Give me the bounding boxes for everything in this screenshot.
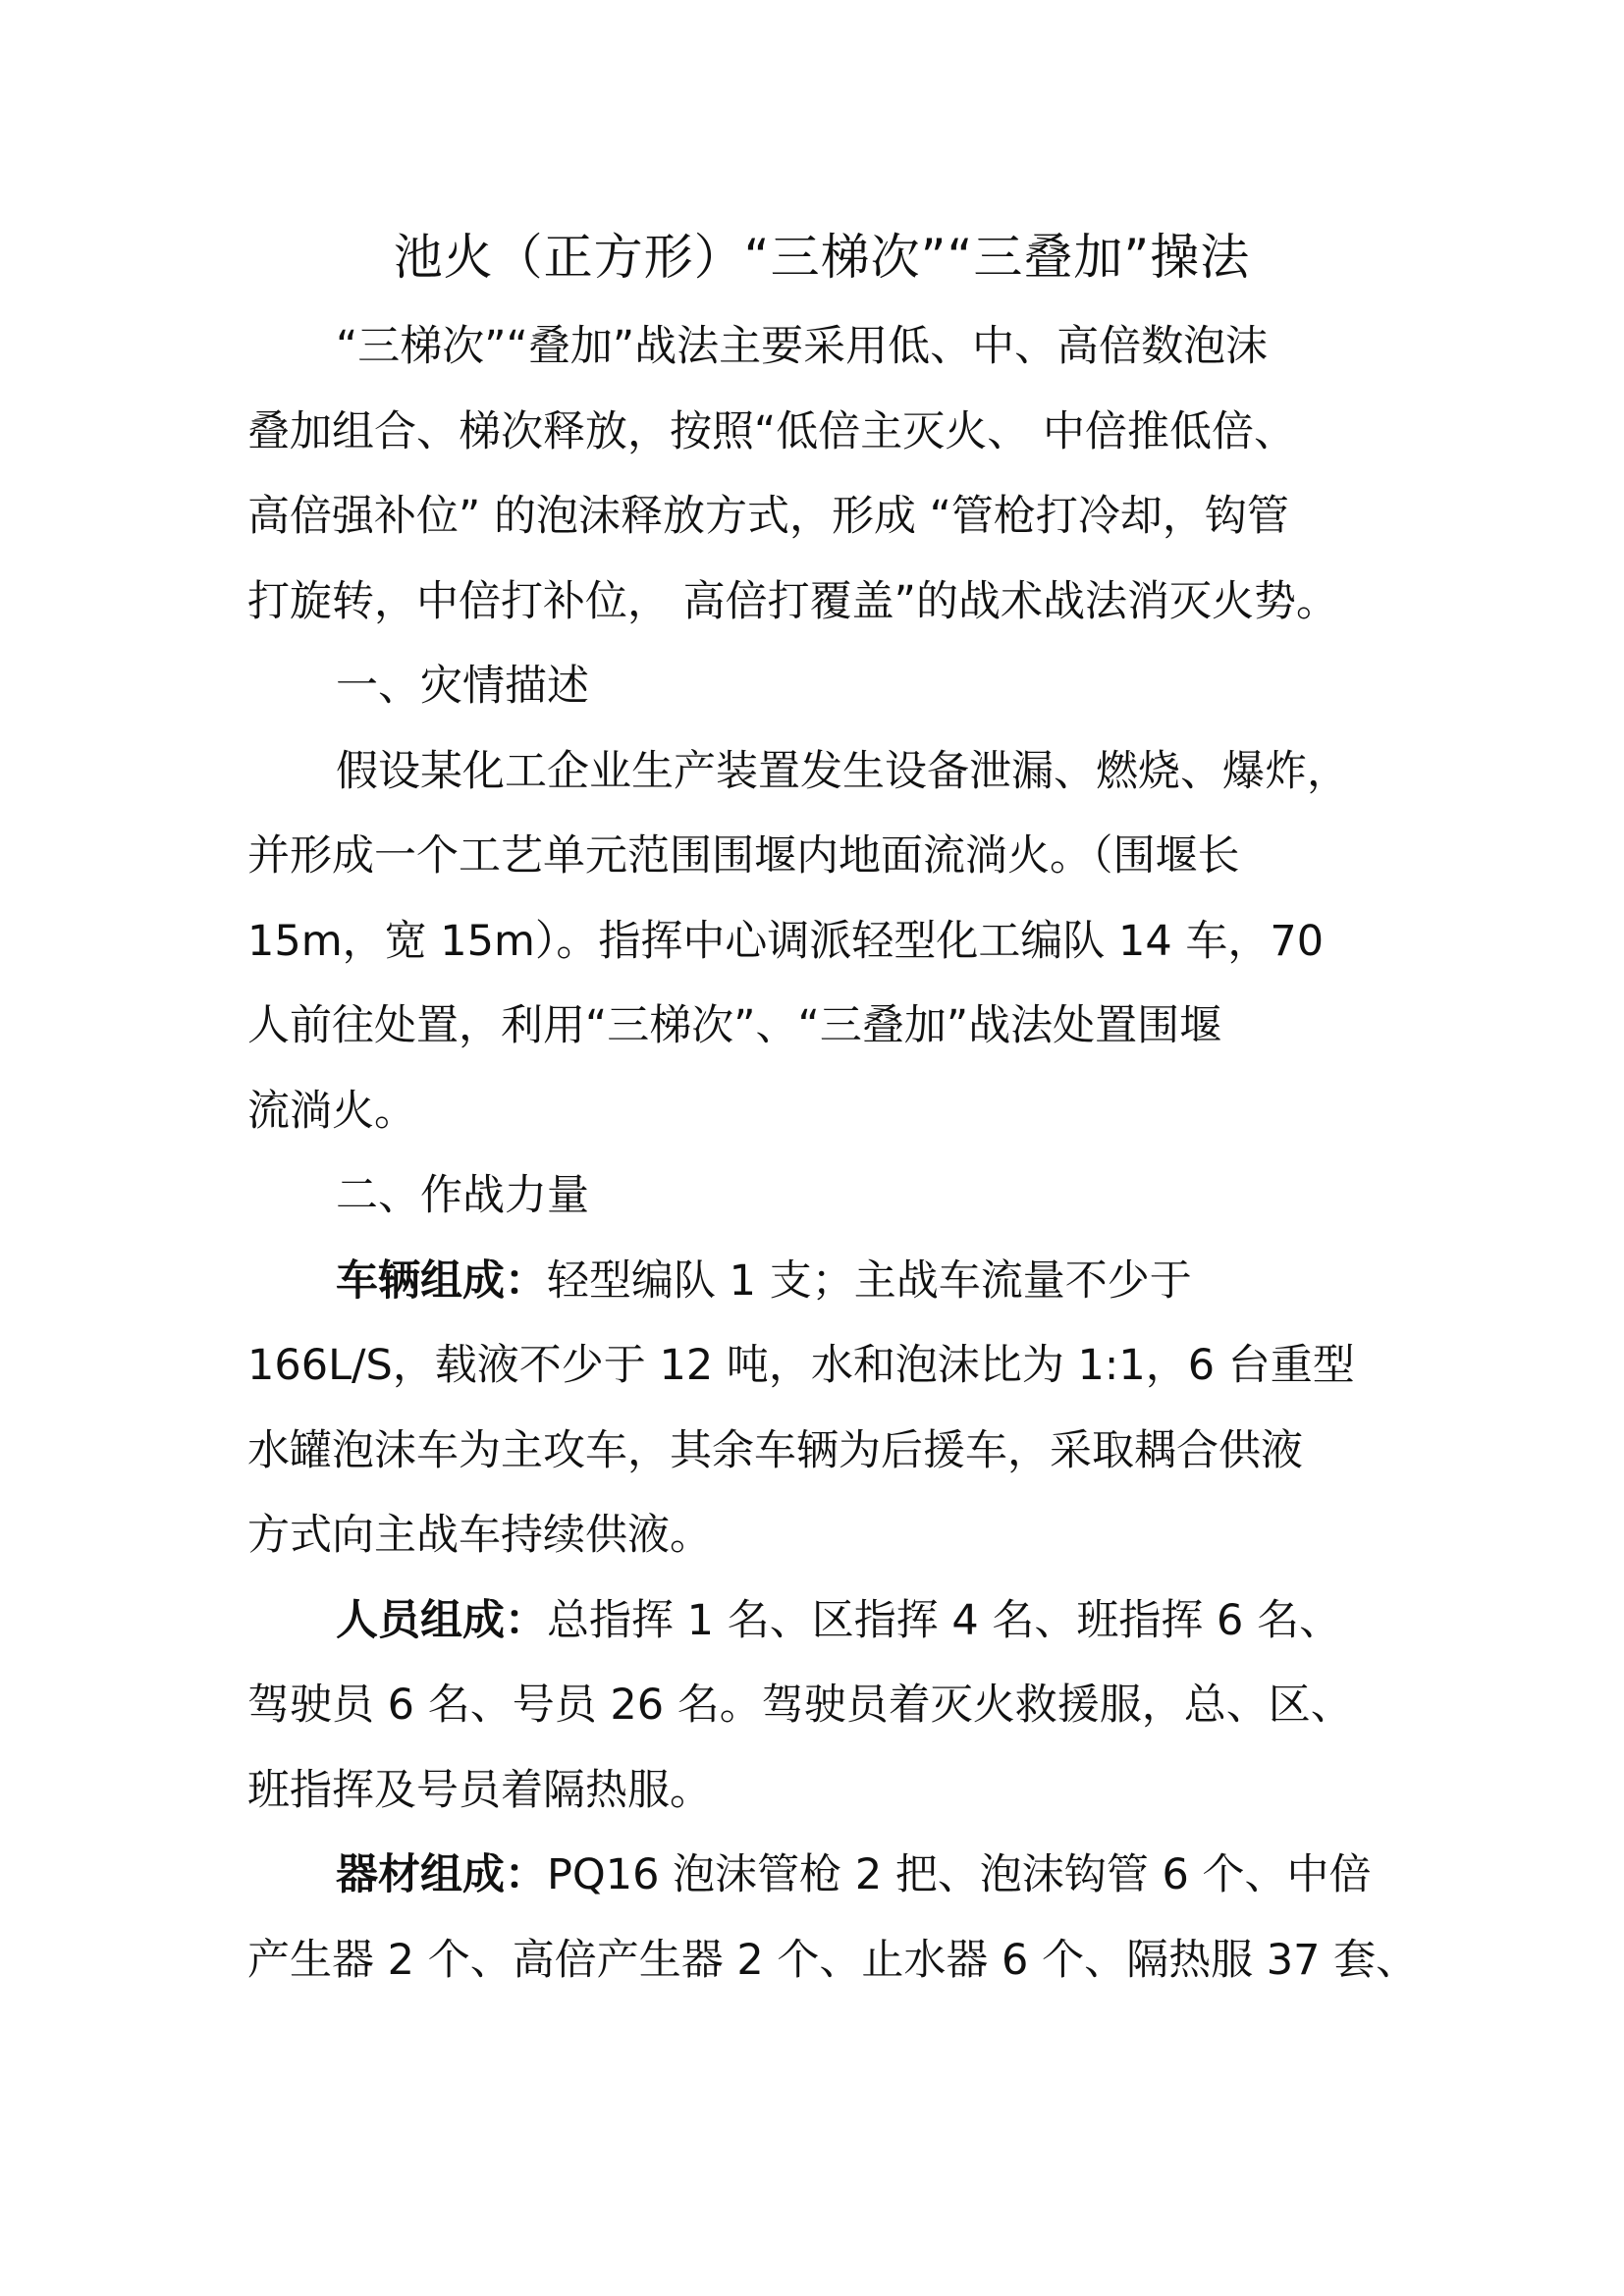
disaster-description-paragraph — [247, 729, 1406, 1154]
paragraph-line: 产生器 2 个、高倍产生器 2 个、止水器 6 个、隔热服 37 套、 — [247, 1935, 1419, 1985]
intro-line: 高倍强补位” 的泡沫释放方式，形成 “管枪打冷却，钩管 — [247, 492, 1289, 541]
document-title — [0, 218, 1624, 296]
paragraph-line — [247, 1239, 1406, 1324]
vehicles-first-text: 轻型编队 1 支；主战车流量不少于 — [547, 1255, 1192, 1306]
paragraph-line — [247, 1833, 1406, 1918]
personnel-paragraph — [247, 1578, 1406, 1834]
section-heading-forces — [247, 1153, 1406, 1239]
section-heading-text: 二、作战力量 — [336, 1171, 589, 1220]
paragraph-line: 166L/S，载液不少于 12 吨，水和泡沫比为 1:1，6 台重型 — [247, 1341, 1355, 1390]
document-body — [247, 304, 1419, 2002]
paragraph-line: 方式向主战车持续供液。 — [247, 1511, 712, 1560]
equipment-label: 器材组成： — [336, 1850, 547, 1899]
document-title-text: 池火（正方形）“三梯次”“三叠加”操法 — [393, 229, 1251, 286]
paragraph-line: 流淌火。 — [247, 1086, 416, 1136]
paragraph-line: 驾驶员 6 名、号员 26 名。驾驶员着灭火救援服，总、区、 — [247, 1681, 1353, 1730]
paragraph-line: 假设某化工企业生产装置发生设备泄漏、燃烧、爆炸， — [336, 746, 1349, 796]
personnel-first-text: 总指挥 1 名、区指挥 4 名、班指挥 6 名、 — [547, 1595, 1342, 1645]
equipment-paragraph — [247, 1833, 1419, 2002]
intro-line: “三梯次”“叠加”战法主要采用低、中、高倍数泡沫 — [336, 322, 1269, 371]
intro-line: 叠加组合、梯次释放，按照“低倍主灭火、 中倍推低倍、 — [247, 406, 1296, 456]
intro-line: 打旋转，中倍打补位， 高倍打覆盖”的战术战法消灭火势。 — [247, 576, 1338, 626]
personnel-label: 人员组成： — [336, 1595, 547, 1645]
section-heading-disaster — [247, 644, 1406, 729]
paragraph-line: 并形成一个工艺单元范围围堰内地面流淌火。（围堰长 — [247, 831, 1240, 881]
paragraph-line: 水罐泡沫车为主攻车，其余车辆为后援车，采取耦合供液 — [247, 1425, 1303, 1475]
paragraph-line: 15m，宽 15m）。指挥中心调派轻型化工编队 14 车，70 — [247, 916, 1325, 966]
equipment-first-text: PQ16 泡沫管枪 2 把、泡沫钩管 6 个、中倍 — [547, 1850, 1372, 1899]
paragraph-line: 班指挥及号员着隔热服。 — [247, 1765, 712, 1815]
vehicles-label: 车辆组成： — [336, 1255, 547, 1306]
paragraph-line: 人前往处置，利用“三梯次”、“三叠加”战法处置围堰 — [247, 1001, 1222, 1050]
vehicles-paragraph — [247, 1239, 1406, 1578]
intro-paragraph — [247, 304, 1406, 644]
section-heading-text: 一、灾情描述 — [336, 662, 589, 711]
paragraph-line — [247, 1578, 1406, 1664]
